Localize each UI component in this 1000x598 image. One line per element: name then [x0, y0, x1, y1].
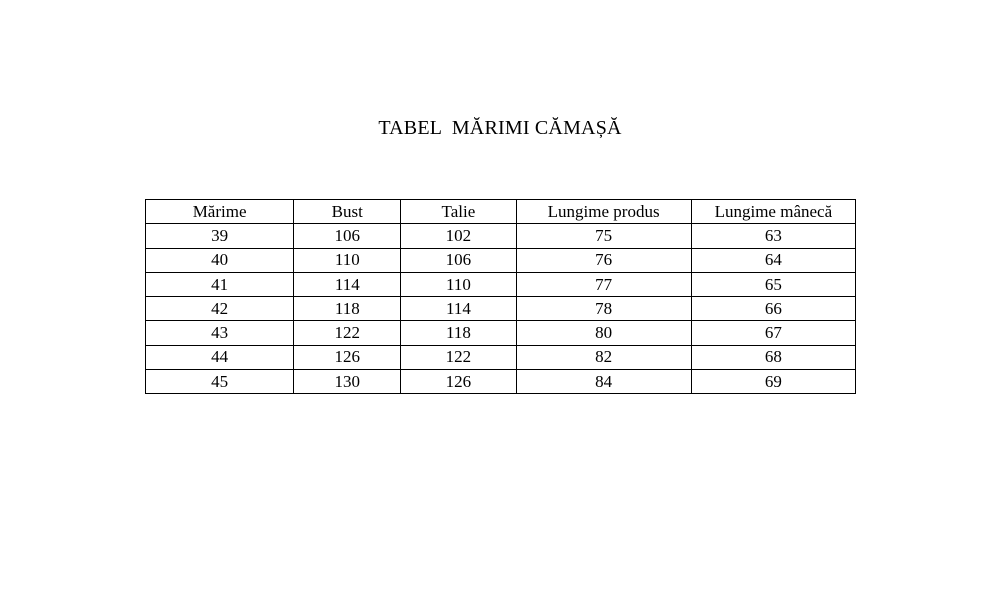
table-cell: 42 — [146, 297, 294, 321]
table-cell: 110 — [401, 272, 516, 296]
table-cell: 110 — [294, 248, 401, 272]
table-cell: 77 — [516, 272, 691, 296]
table-cell: 44 — [146, 345, 294, 369]
header-cell-size: Mărime — [146, 200, 294, 224]
table-cell: 65 — [691, 272, 855, 296]
table-cell: 75 — [516, 224, 691, 248]
table-cell: 122 — [401, 345, 516, 369]
table-header-row — [146, 200, 856, 224]
table-cell: 66 — [691, 297, 855, 321]
header-cell-waist: Talie — [401, 200, 516, 224]
table-cell: 122 — [294, 321, 401, 345]
table-cell: 126 — [401, 370, 516, 394]
table-row — [146, 370, 856, 394]
header-cell-product-length: Lungime produs — [516, 200, 691, 224]
table-row — [146, 272, 856, 296]
table-cell: 130 — [294, 370, 401, 394]
table-cell: 80 — [516, 321, 691, 345]
size-table — [145, 199, 856, 394]
table-cell: 63 — [691, 224, 855, 248]
header-cell-sleeve-length: Lungime mânecă — [691, 200, 855, 224]
table-row — [146, 345, 856, 369]
table-cell: 76 — [516, 248, 691, 272]
table-cell: 84 — [516, 370, 691, 394]
table-cell: 67 — [691, 321, 855, 345]
table-cell: 114 — [401, 297, 516, 321]
table-cell: 68 — [691, 345, 855, 369]
header-cell-bust: Bust — [294, 200, 401, 224]
table-cell: 41 — [146, 272, 294, 296]
table-cell: 118 — [294, 297, 401, 321]
table-cell: 106 — [294, 224, 401, 248]
table-cell: 43 — [146, 321, 294, 345]
table-cell: 106 — [401, 248, 516, 272]
table-row — [146, 248, 856, 272]
table-cell: 40 — [146, 248, 294, 272]
table-cell: 39 — [146, 224, 294, 248]
table-cell: 102 — [401, 224, 516, 248]
table-cell: 114 — [294, 272, 401, 296]
table-cell: 78 — [516, 297, 691, 321]
table-row — [146, 297, 856, 321]
table-row — [146, 224, 856, 248]
table-cell: 69 — [691, 370, 855, 394]
table-cell: 126 — [294, 345, 401, 369]
table-cell: 118 — [401, 321, 516, 345]
table-row — [146, 321, 856, 345]
table-cell: 82 — [516, 345, 691, 369]
table-cell: 45 — [146, 370, 294, 394]
table-cell: 64 — [691, 248, 855, 272]
document-title: TABEL MĂRIMI CĂMAȘĂ — [378, 117, 622, 139]
